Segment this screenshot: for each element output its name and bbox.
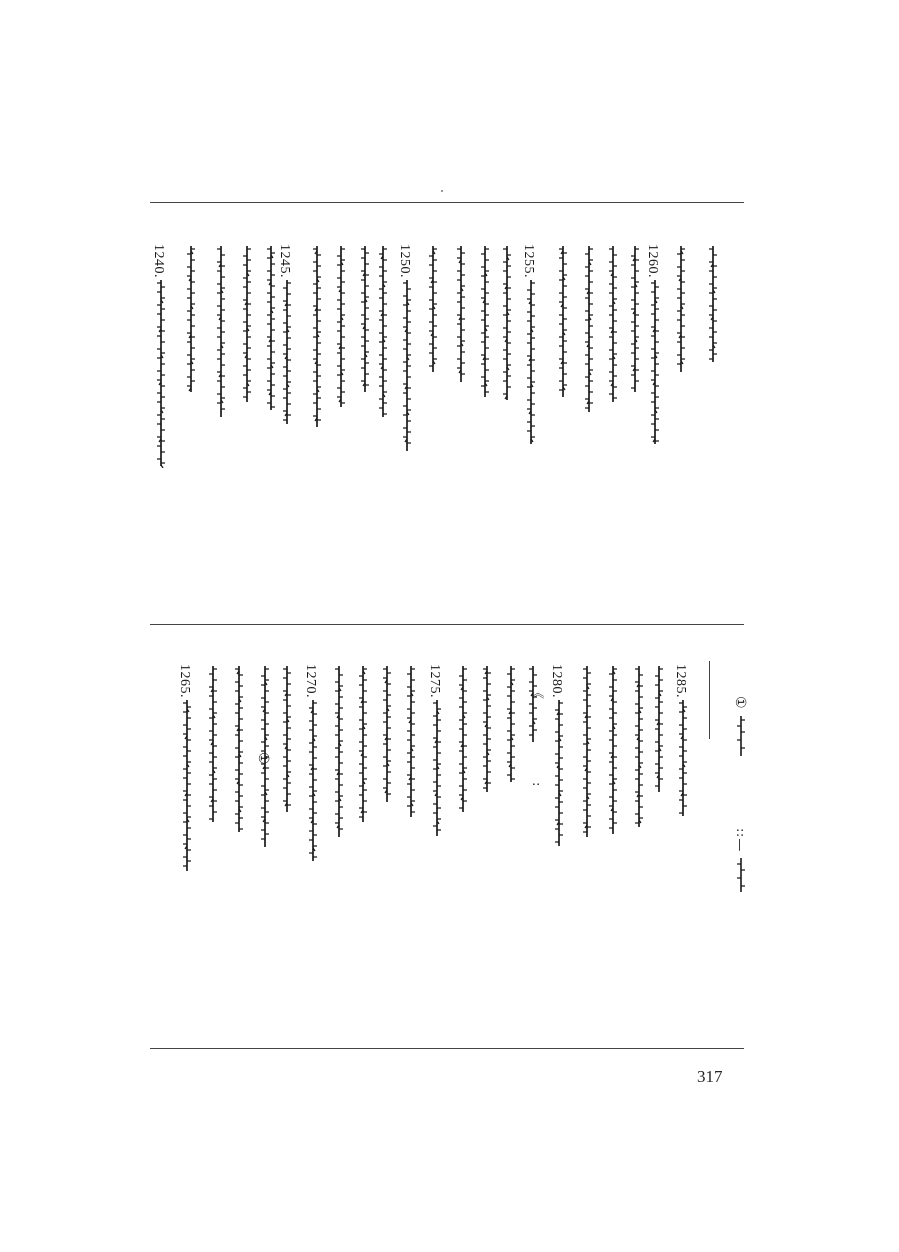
- lower-line: [278, 664, 290, 814]
- line-number: 1275.: [427, 664, 442, 698]
- mongolian-script-line: [677, 698, 689, 818]
- upper-line: [356, 244, 368, 394]
- upper-line: [604, 244, 616, 404]
- lower-line: [650, 664, 662, 794]
- mongolian-script-line: [675, 244, 687, 374]
- mongolian-script-line: [381, 664, 393, 804]
- upper-line: [398, 244, 410, 453]
- lower-line: [178, 664, 190, 873]
- upper-line: [452, 244, 464, 384]
- mongolian-script-line: [553, 698, 565, 848]
- top-rule: [150, 202, 744, 203]
- lower-line: [604, 664, 616, 836]
- printer-dot: [441, 190, 443, 192]
- upper-line: [498, 244, 510, 402]
- mongolian-script-line: [215, 244, 227, 419]
- upper-line: [152, 244, 164, 468]
- inline-footnote-mark: ①: [255, 752, 270, 766]
- upper-line: [424, 244, 436, 374]
- mongolian-script-line: [431, 698, 443, 838]
- mongolian-script-line: [501, 244, 513, 402]
- mongolian-script-line: [653, 664, 665, 794]
- upper-line: [646, 244, 658, 446]
- footnote-dash: —: [732, 838, 747, 852]
- quote-mark: 《: [529, 686, 544, 700]
- footnote-script-1: [736, 714, 746, 834]
- mongolian-script-line: [241, 244, 253, 404]
- upper-line: [238, 244, 250, 404]
- upper-line: [476, 244, 488, 399]
- upper-line: [308, 244, 320, 429]
- mongolian-script-line: [633, 664, 645, 829]
- mongolian-script-line: [583, 244, 595, 414]
- mongolian-script-line: [581, 664, 593, 839]
- lower-line: [204, 664, 216, 824]
- upper-line: [262, 244, 274, 412]
- punctuation-mark: ::: [733, 828, 748, 838]
- lower-line: [524, 664, 536, 744]
- mongolian-script-line: [311, 244, 323, 429]
- lower-line: [304, 664, 316, 863]
- upper-line: [212, 244, 224, 419]
- mongolian-script-line: [233, 664, 245, 834]
- mongolian-script-line: [505, 664, 517, 784]
- mongolian-script-line: [357, 664, 369, 824]
- middle-rule: [150, 624, 744, 625]
- mongolian-script-line: [281, 278, 293, 426]
- mongolian-script-line: [405, 664, 417, 819]
- upper-line: [626, 244, 638, 394]
- mongolian-script-line: [479, 244, 491, 399]
- mongolian-script-line: [265, 244, 277, 412]
- mongolian-script-line: [155, 278, 167, 468]
- mongolian-script-line: [707, 244, 719, 364]
- upper-line: [672, 244, 684, 374]
- mongolian-script-line: [333, 664, 345, 839]
- mongolian-script-line: [185, 244, 197, 394]
- line-number: 1285.: [673, 664, 688, 698]
- upper-line: [278, 244, 290, 426]
- line-number: 1240.: [151, 244, 166, 278]
- mongolian-script-line: [207, 664, 219, 824]
- lower-line: [578, 664, 590, 839]
- mongolian-script-line: [527, 664, 539, 744]
- mongolian-script-line: [427, 244, 439, 374]
- upper-line: [332, 244, 344, 409]
- line-number: 1270.: [303, 664, 318, 698]
- mongolian-script-line: [629, 244, 641, 394]
- punctuation-mark: :: [529, 782, 544, 787]
- line-number: 1260.: [645, 244, 660, 278]
- bottom-rule: [150, 1048, 744, 1049]
- line-number: 1250.: [397, 244, 412, 278]
- lower-line: [674, 664, 686, 818]
- lower-line: [454, 664, 466, 814]
- mongolian-script-line: [281, 664, 293, 814]
- lower-line: [550, 664, 562, 848]
- mongolian-script-line: [607, 244, 619, 404]
- lower-line: [402, 664, 414, 819]
- mongolian-script-line: [377, 244, 389, 419]
- line-number: 1245.: [277, 244, 292, 278]
- lower-line: [330, 664, 342, 839]
- upper-line: [374, 244, 386, 419]
- mongolian-script-line: [335, 244, 347, 409]
- lower-line: [478, 664, 490, 794]
- mongolian-script-line: [455, 244, 467, 384]
- mongolian-script-line: [607, 664, 619, 836]
- mongolian-script-line: [557, 244, 569, 399]
- mongolian-script-line: [359, 244, 371, 394]
- mongolian-script-line: [401, 278, 413, 453]
- footnote-mark: ①: [732, 696, 747, 710]
- upper-line: [704, 244, 716, 364]
- mongolian-script-line: [525, 278, 537, 446]
- lower-line: [230, 664, 242, 834]
- footnote-column: [732, 696, 747, 852]
- upper-line: [182, 244, 194, 394]
- upper-line: [580, 244, 592, 414]
- mongolian-script-line: [457, 664, 469, 814]
- line-number: 1255.: [521, 244, 536, 278]
- page-number: 317: [697, 1067, 723, 1086]
- lower-line: [428, 664, 440, 838]
- upper-line: [554, 244, 566, 399]
- line-number: 1280.: [549, 664, 564, 698]
- mongolian-script-line: [307, 698, 319, 863]
- lower-line: [502, 664, 514, 784]
- mongolian-script-line: [181, 698, 193, 873]
- mongolian-script-line: [481, 664, 493, 794]
- lower-line: [630, 664, 642, 829]
- mongolian-script-line: [649, 278, 661, 446]
- footnote-separator: [709, 661, 710, 739]
- footnote-script-2: [736, 856, 746, 976]
- lower-line: [378, 664, 390, 804]
- lower-line: [354, 664, 366, 824]
- upper-line: [522, 244, 534, 446]
- line-number: 1265.: [177, 664, 192, 698]
